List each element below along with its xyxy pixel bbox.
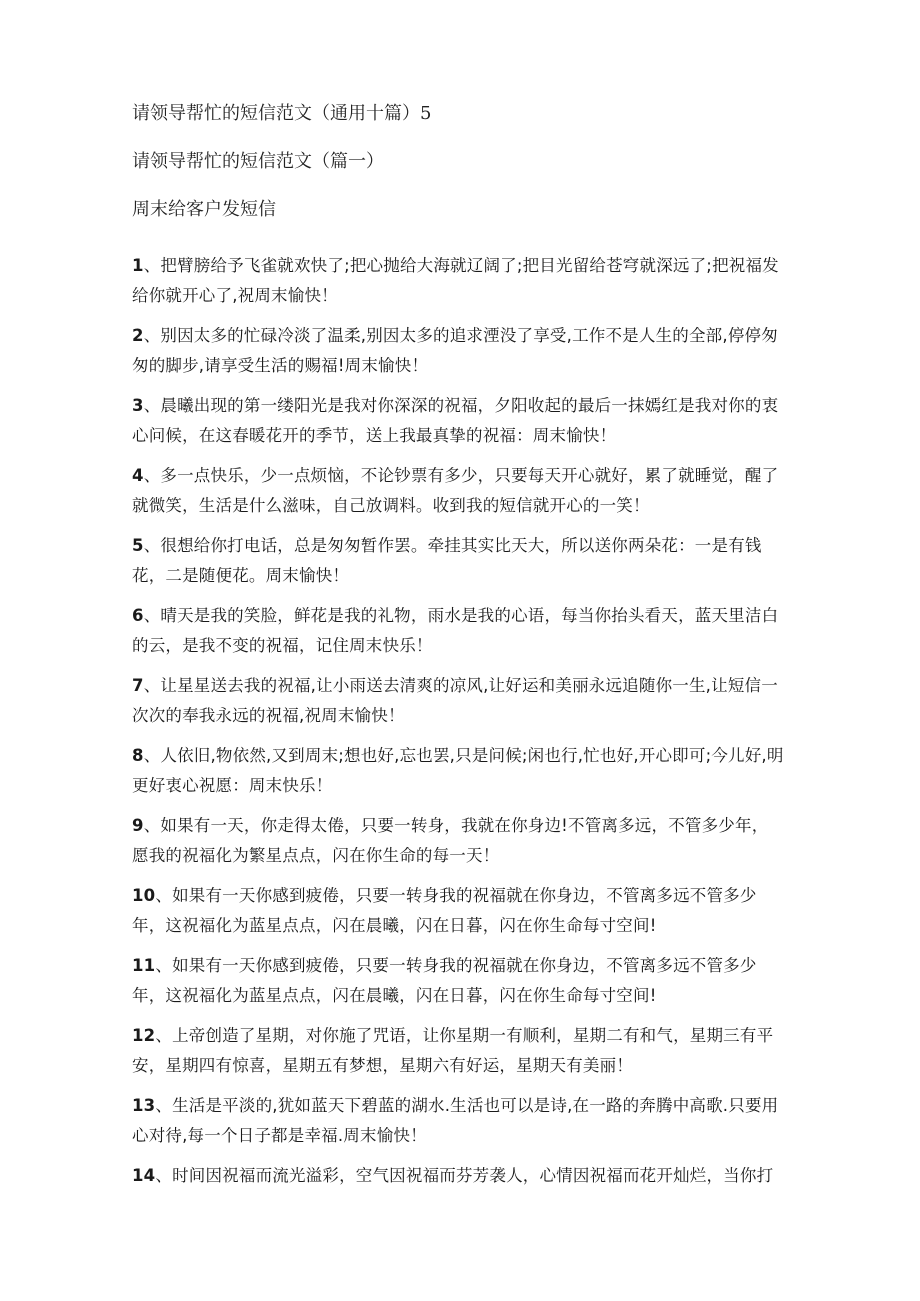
item-text: 、如果有一天，你走得太倦，只要一转身，我就在你身边!不管离多远，不管多少年，愿我的祝福化为繁星点点，闪在你生命的每一天！ <box>132 816 769 865</box>
item-text: 、时间因祝福而流光溢彩，空气因祝福而芬芳袭人，心情因祝福而花开灿烂，当你打 <box>155 1166 774 1185</box>
document-page <box>132 100 784 1201</box>
list-item <box>132 881 784 941</box>
list-item <box>132 1091 784 1151</box>
item-text-tail: 收到我的短信就开心的一笑！ <box>432 496 650 515</box>
item-text: 、让星星送去我的祝福,让小雨送去清爽的凉风,让好运和美丽永远追随你一生,让短信一次次的奉我永远的祝福,祝周末愉快！ <box>132 676 778 725</box>
item-number: 7 <box>132 676 144 695</box>
item-number: 5 <box>132 536 144 555</box>
list-item <box>132 251 784 311</box>
document-subtitle: 请领导帮忙的短信范文（篇一） <box>132 151 384 172</box>
item-text: 、很想给你打电话，总是匆匆暂作罢。 <box>143 536 428 555</box>
item-text: 、如果有一天你感到疲倦，只要一转身我的祝福就在你身边，不管离多远不管多少年，这祝福化为蓝星点点，闪在晨曦，闪在日暮，闪在你生命每寸空间! <box>132 886 757 935</box>
item-number: 13 <box>132 1096 156 1115</box>
item-text: 、生活是平淡的,犹如蓝天下碧蓝的湖水.生活也可以是诗,在一路的奔腾中高歌.只要用心对待,每一个日子都是幸福.周末愉快！ <box>132 1096 779 1145</box>
section-heading: 周末给客户发短信 <box>132 199 276 220</box>
item-number: 8 <box>132 746 144 765</box>
list-item <box>132 321 784 381</box>
item-text: 、上帝创造了星期，对你施了咒语，让你星期一有顺利，星期二有和气，星期三有平安，星期四有惊喜，星期五有梦想，星期六有好运，星期天有美丽！ <box>132 1026 774 1075</box>
item-number: 14 <box>132 1166 156 1185</box>
item-number: 11 <box>132 956 156 975</box>
list-item <box>132 811 784 871</box>
item-text: 、人依旧,物依然,又到周末;想也好,忘也罢,只是问候;闲也行,忙也好,开心即可;今儿好,明更好衷心祝愿：周末快乐！ <box>132 746 784 795</box>
item-text: 、晴天是我的笑脸，鲜花是我的礼物，雨水是我的心语，每当你抬头看天，蓝天里洁白的云，是我不变的祝福，记住周末快乐！ <box>132 606 779 655</box>
item-text: 、把臂膀给予飞雀就欢快了;把心抛给大海就辽阔了;把目光留给苍穹就深远了;把祝福发给你就开心了,祝周末愉快！ <box>132 256 779 305</box>
list-item <box>132 461 784 521</box>
list-item <box>132 951 784 1011</box>
document-title: 请领导帮忙的短信范文（通用十篇）5 <box>132 103 432 124</box>
item-number: 1 <box>132 256 144 275</box>
item-text: 、如果有一天你感到疲倦，只要一转身我的祝福就在你身边，不管离多远不管多少年，这祝福化为蓝星点点，闪在晨曦，闪在日暮，闪在你生命每寸空间! <box>132 956 757 1005</box>
item-number: 9 <box>132 816 144 835</box>
item-text: 、晨曦出现的第一缕阳光是我对你深深的祝福，夕阳收起的最后一抹嫣红是我对你的衷心问候，在这春暖花开的季节，送上我最真挚的祝福：周末愉快！ <box>132 396 779 445</box>
list-item <box>132 671 784 731</box>
item-number: 2 <box>132 326 144 345</box>
list-item <box>132 601 784 661</box>
item-text: 、多一点快乐，少一点烦恼，不论钞票有多少，只要每天开心就好，累了就睡觉，醒了就微笑，生活是什么滋味，自己放调料。 <box>132 466 779 515</box>
message-list <box>132 251 784 1191</box>
item-text: 、别因太多的忙碌冷淡了温柔,别因太多的追求湮没了享受,工作不是人生的全部,停停匆匆的脚步,请享受生活的赐福!周末愉快！ <box>132 326 778 375</box>
item-text-tail: 牵挂其实比天大，所以送你两朵花：一是有钱花，二是随便花。周末愉快！ <box>132 536 762 585</box>
list-item <box>132 1021 784 1081</box>
item-number: 10 <box>132 886 156 905</box>
list-item <box>132 391 784 451</box>
item-number: 4 <box>132 466 144 485</box>
item-number: 6 <box>132 606 144 625</box>
item-number: 12 <box>132 1026 156 1045</box>
item-number: 3 <box>132 396 144 415</box>
list-item <box>132 1161 784 1191</box>
list-item <box>132 531 784 591</box>
list-item <box>132 741 784 801</box>
